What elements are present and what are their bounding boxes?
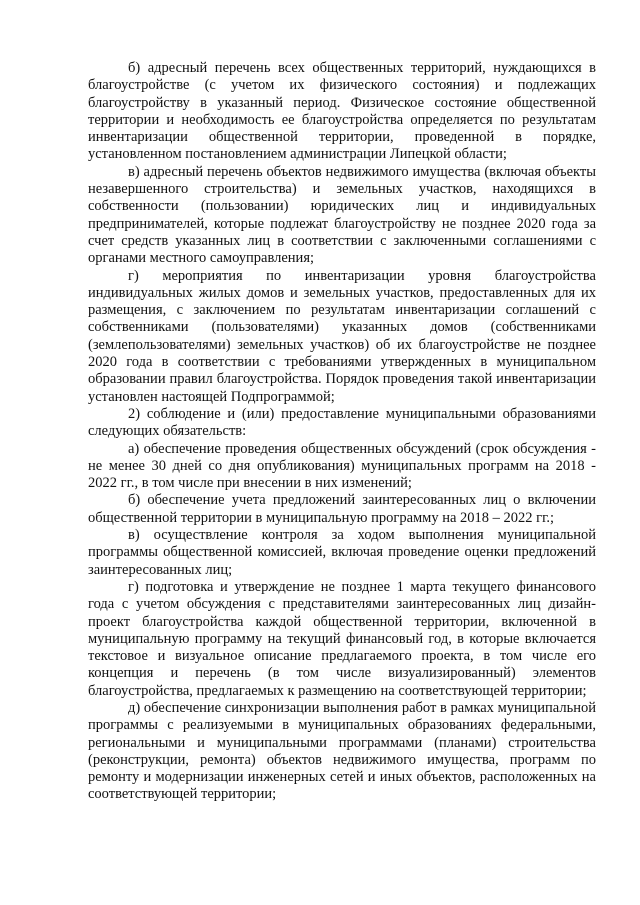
paragraph-a-public-discussions: а) обеспечение проведения общественных обсуждений (срок обсуждения - не менее 30 дней со дня опубликования) муниципальных программ на 2018 - 2022 гг., в том числе при внесении в них изменений; [88, 440, 596, 492]
paragraph-v-control: в) осуществление контроля за ходом выполнения муниципальной программы общественной комиссией, включая проведение оценки предложений заинтересованных лиц; [88, 527, 596, 578]
paragraph-d-synchronization: д) обеспечение синхронизации выполнения работ в рамках муниципальной программы с реализуемыми в муниципальных образованиях федеральными, региональными и муниципальными программами (планами) строительства (реконструкции, ремонта) объектов недвижимого имущества, программ по ремонту и модернизации инженерных сетей и иных объектов, расположенных на соответствующей территории; [88, 699, 596, 803]
paragraph-b-proposals-accounting: б) обеспечение учета предложений заинтересованных лиц о включении общественной территории в муниципальную программу на 2018 – 2022 гг.; [88, 492, 596, 526]
paragraph-2-obligations: 2) соблюдение и (или) предоставление муниципальными образованиями следующих обязательств: [88, 405, 596, 440]
paragraph-b-address-list-public: б) адресный перечень всех общественных территорий, нуждающихся в благоустройстве (с учетом их физического состояния) и подлежащих благоустройству в указанный период. Физическое состояние общественной территории и необходимость ее благоустройства определяется по результатам инвентаризации общественной территории, проведенной в порядке, установленном постановлением администрации Липецкой области; [88, 60, 596, 163]
paragraph-g-inventory-measures: г) мероприятия по инвентаризации уровня благоустройства индивидуальных жилых домов и земельных участков, предоставленных для их размещения, с заключением по результатам инвентаризации соглашений с собственниками (пользователями) указанных домов (собственниками (землепользователями) земельных участков) об их благоустройстве не позднее 2020 года в соответствии с требованиями утвержденных в муниципальном образовании правил благоустройства. Порядок проведения такой инвентаризации установлен настоящей Подпрограммой; [88, 267, 596, 405]
paragraph-v-address-list-property: в) адресный перечень объектов недвижимого имущества (включая объекты незавершенного строительства) и земельных участков, находящихся в собственности (пользовании) юридических лиц и индивидуальных предпринимателей, которые подлежат благоустройству не позднее 2020 года за счет средств указанных лиц в соответствии с заключенными соглашениями с органами местного самоуправления; [88, 163, 596, 267]
paragraph-g-design-project: г) подготовка и утверждение не позднее 1 марта текущего финансового года с учетом обсуждения с представителями заинтересованных лиц дизайн-проект благоустройства каждой общественной территории, включенной в муниципальную программу на текущий финансовый год, в которые включается текстовое и визуальное описание предлагаемого проекта, в том числе его концепция и перечень (в том числе визуализированный) элементов благоустройства, предлагаемых к размещению на соответствующей территории; [88, 578, 596, 699]
document-page [88, 60, 596, 804]
